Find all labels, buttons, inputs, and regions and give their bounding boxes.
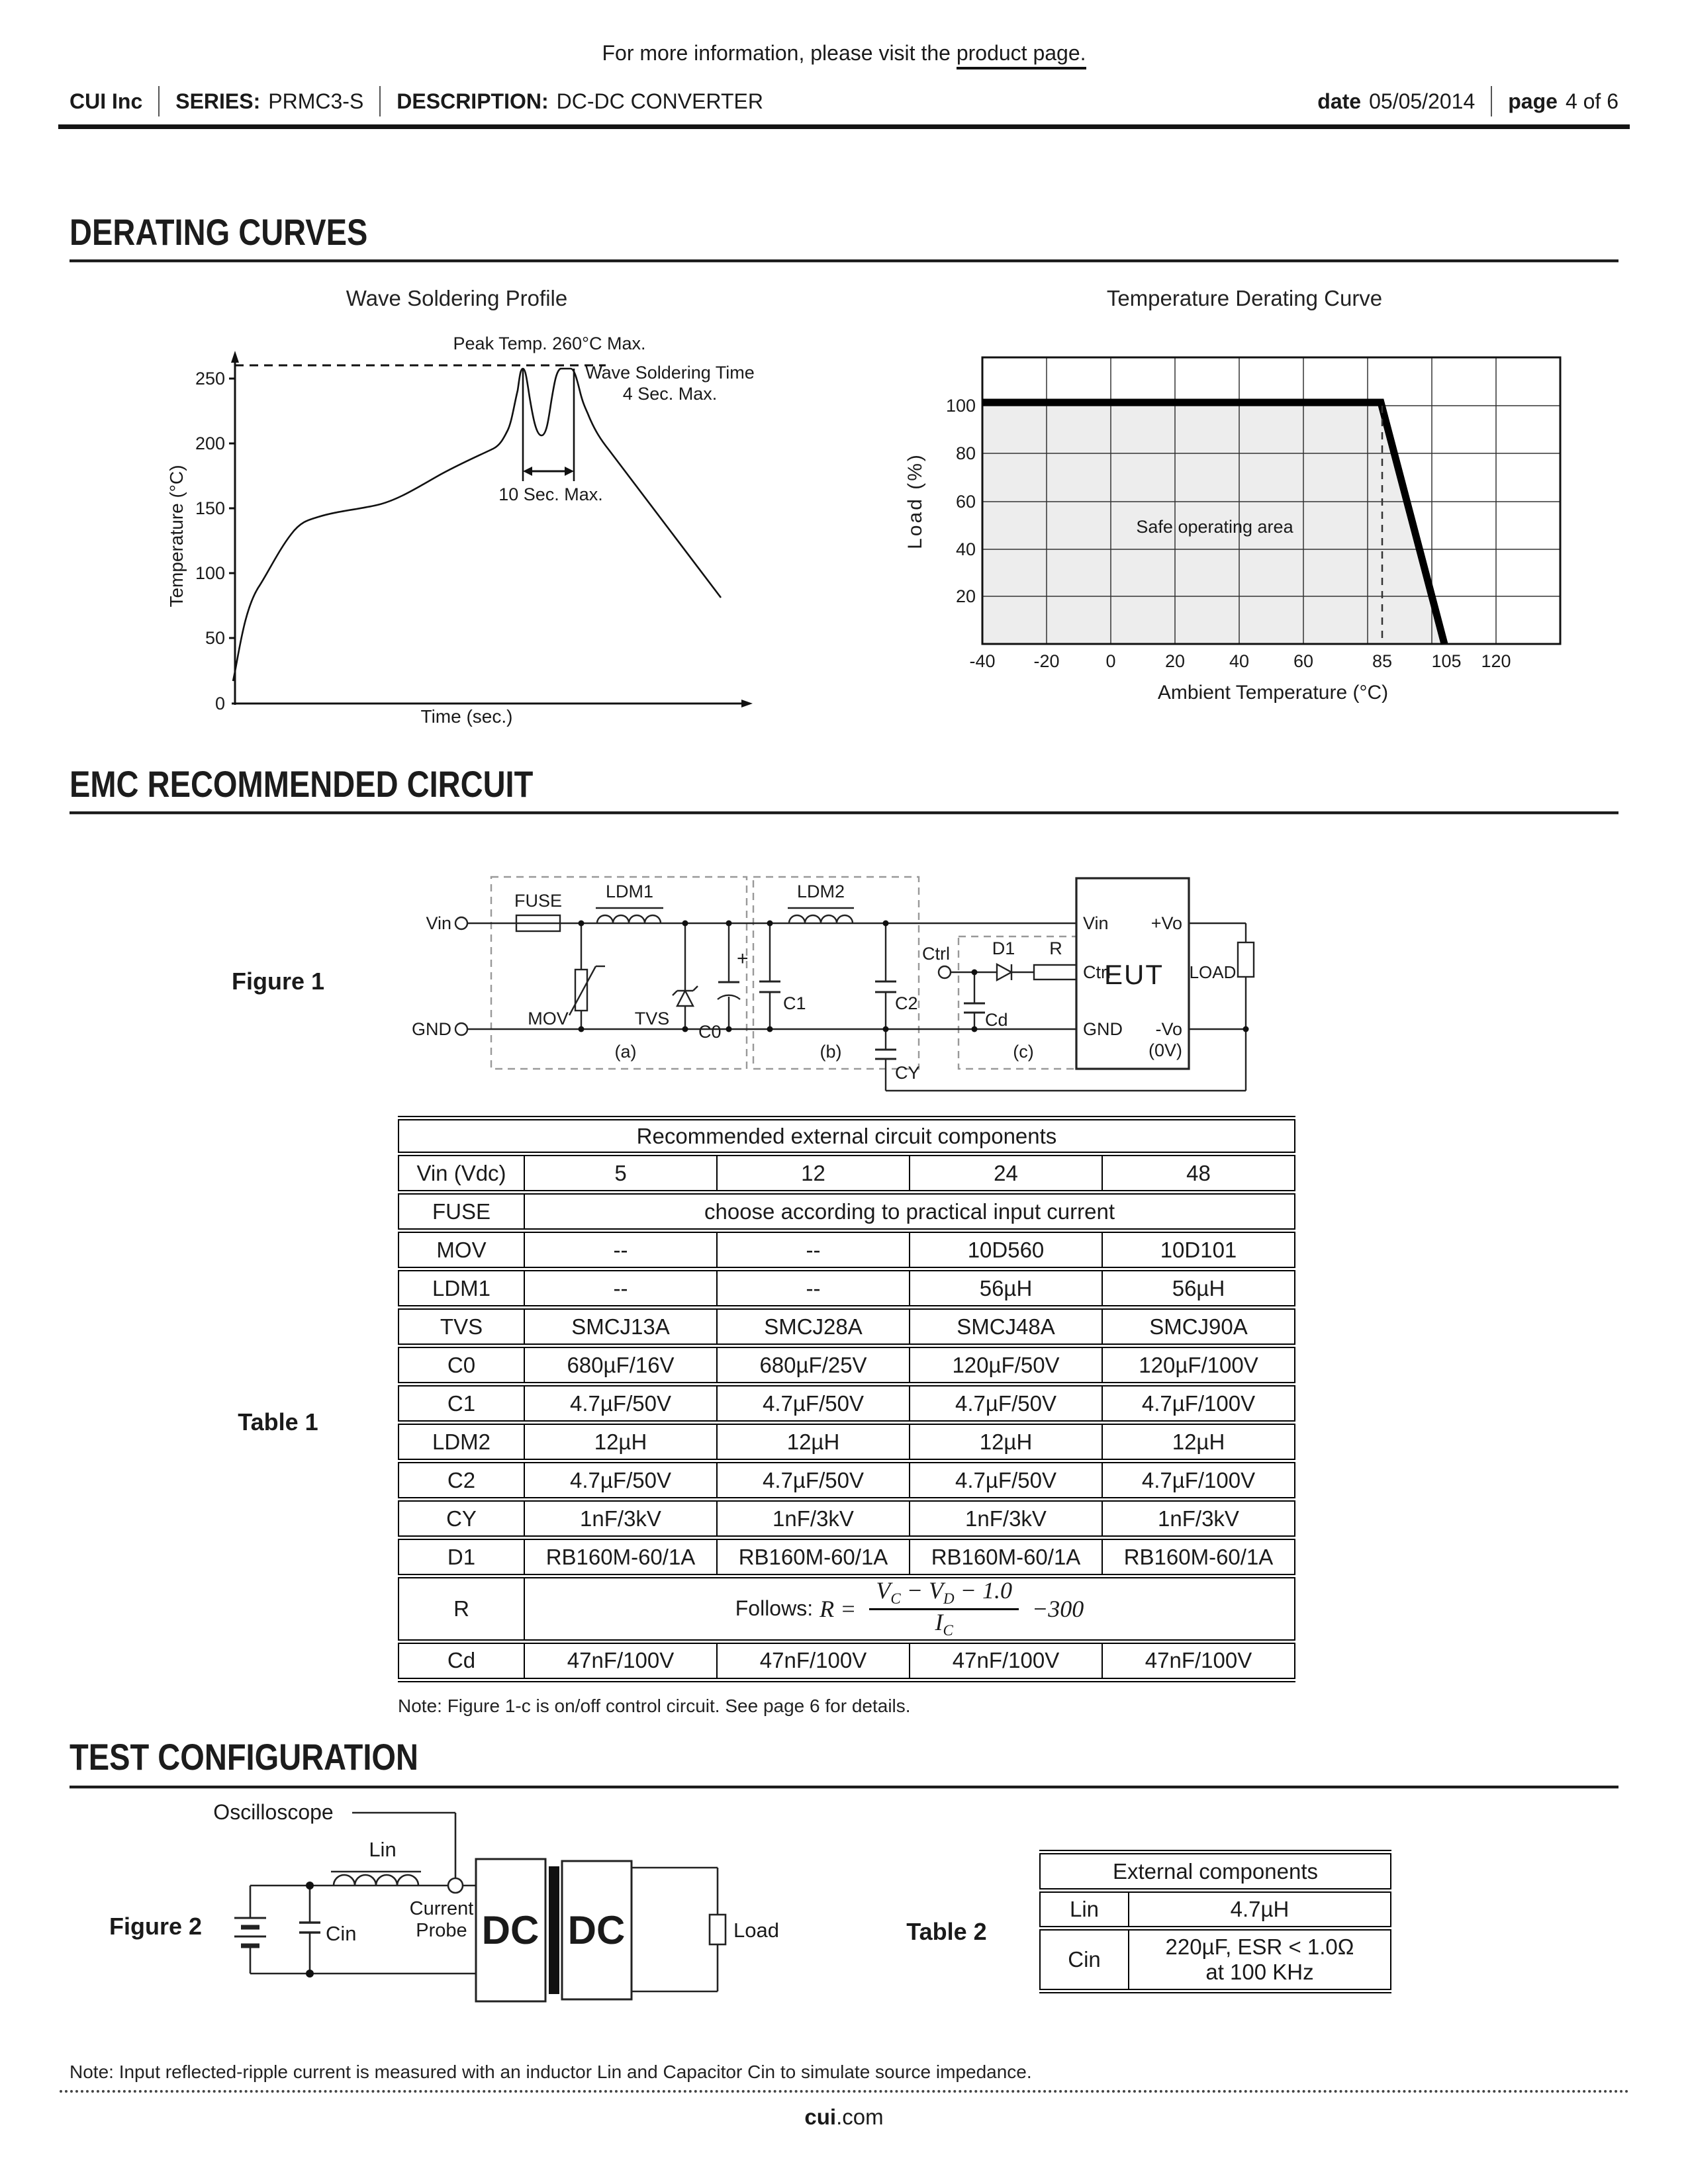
table1-cell: 4.7µF/100V (1102, 1385, 1295, 1423)
table1-cell: 12 (717, 1154, 910, 1193)
table1-cell: RB160M-60/1A (717, 1538, 910, 1576)
ldm1-symbol (597, 915, 661, 923)
table1-cell: 56µH (1102, 1269, 1295, 1308)
y-tick: 0 (214, 694, 225, 713)
table2-cell: 220µF, ESR < 1.0Ω at 100 KHz (1129, 1929, 1391, 1991)
vin-terminal (455, 917, 467, 929)
formula-eq: = (840, 1595, 857, 1622)
block-a-label: (a) (614, 1042, 637, 1062)
y-tick: 20 (955, 586, 976, 606)
dc-label-1: DC (481, 1908, 539, 1952)
table1-cell: 4.7µF/50V (717, 1461, 910, 1500)
table1-cell: 4.7µF/50V (524, 1385, 717, 1423)
table1-row-label: C2 (399, 1461, 524, 1500)
r-symbol (1034, 965, 1078, 979)
figure1-label: Figure 1 (231, 968, 325, 995)
table1-row-label: C1 (399, 1385, 524, 1423)
page-label: page (1508, 89, 1558, 113)
lin-label: Lin (369, 1838, 397, 1861)
c0-label: C0 (698, 1022, 722, 1042)
table1-cell: 680µF/25V (717, 1346, 910, 1385)
divider (1491, 86, 1492, 116)
table1-cell: 4.7µF/50V (910, 1461, 1102, 1500)
series-label: SERIES: (175, 89, 261, 113)
table1-row-label: D1 (399, 1538, 524, 1576)
y-tick: 250 (195, 369, 225, 388)
tvs-symbol (677, 991, 693, 1006)
current-probe-symbol (448, 1878, 463, 1893)
footer-note: Note: Input reflected-ripple current is measured with an inductor Lin and Capacitor Cin to simulate source impedance. (70, 2062, 1032, 2082)
table2-row-label: Cin (1040, 1929, 1129, 1991)
table1-row-label: TVS (399, 1308, 524, 1346)
y-tick: 50 (205, 628, 225, 648)
load-symbol (710, 1915, 726, 1944)
eut-ctrl-pin: Ctrl (1083, 962, 1111, 982)
eut-vin-pin: Vin (1083, 913, 1109, 933)
dc-dc-divider (549, 1866, 559, 1994)
table1-label: Table 1 (238, 1408, 318, 1435)
table1-cell: 47nF/100V (524, 1641, 717, 1680)
company-name: CUI Inc (70, 89, 143, 113)
wave-soldering-chart (159, 324, 755, 741)
load-label: LOAD (1189, 962, 1237, 982)
series-value: PRMC3-S (268, 89, 364, 113)
table1-note: Note: Figure 1-c is on/off control circuit. See page 6 for details. (398, 1696, 911, 1716)
section-emc-circuit: EMC RECOMMENDED CIRCUIT (70, 763, 534, 805)
header-meta-left (70, 86, 763, 116)
d1-symbol (997, 964, 1011, 980)
x-tick: 85 (1372, 651, 1393, 671)
block-b-box (753, 877, 919, 1069)
table1-cell: 4.7µF/50V (717, 1385, 910, 1423)
date-label: date (1317, 89, 1362, 113)
table1-title: Recommended external circuit components (399, 1118, 1295, 1154)
x-axis-label: Ambient Temperature (°C) (1157, 682, 1389, 704)
solder-time-note-2: 4 Sec. Max. (622, 384, 718, 404)
footer-divider (60, 2090, 1630, 2093)
table1-cell: RB160M-60/1A (1102, 1538, 1295, 1576)
tvs-label: TVS (634, 1009, 670, 1028)
table1-cell: SMCJ48A (910, 1308, 1102, 1346)
gnd-label: GND (412, 1019, 451, 1039)
description-value: DC-DC CONVERTER (556, 89, 763, 113)
eut-pvo-pin: +Vo (1150, 913, 1182, 933)
current-probe-label-1: Current (409, 1898, 474, 1919)
table1-formula-cell (524, 1576, 1295, 1642)
ctrl-label: Ctrl (922, 944, 950, 964)
fuse-label: FUSE (514, 891, 563, 911)
x-tick: 60 (1293, 651, 1314, 671)
ldm2-symbol (789, 915, 853, 923)
table1-cell: 10D101 (1102, 1231, 1295, 1269)
header-meta-right (1317, 86, 1618, 116)
y-tick: 100 (945, 396, 976, 416)
vin-label: Vin (426, 913, 451, 933)
formula-r: R (820, 1595, 835, 1622)
y-tick: 200 (195, 433, 225, 453)
d1-label: D1 (992, 938, 1015, 958)
current-probe-label-2: Probe (416, 1920, 467, 1941)
mov-symbol (575, 970, 587, 1011)
c0-plus-label: + (737, 948, 749, 970)
table1-cell: 680µF/16V (524, 1346, 717, 1385)
table1-cell: -- (524, 1269, 717, 1308)
table1-row-label: MOV (399, 1231, 524, 1269)
eut-gnd-pin: GND (1083, 1019, 1123, 1039)
table1-cell: RB160M-60/1A (910, 1538, 1102, 1576)
table2-label: Table 2 (906, 1918, 987, 1945)
cin-label: Cin (326, 1922, 357, 1945)
r-label: R (1049, 938, 1062, 958)
table2-cell: 4.7µH (1129, 1891, 1391, 1929)
divider (379, 86, 381, 116)
load-label: Load (733, 1919, 779, 1942)
duration-note: 10 Sec. Max. (498, 484, 603, 504)
formula-prefix: Follows: (735, 1596, 814, 1621)
x-tick: -40 (969, 651, 996, 671)
date-value: 05/05/2014 (1369, 89, 1476, 113)
table1-cell: 120µF/100V (1102, 1346, 1295, 1385)
table1-cell: 10D560 (910, 1231, 1102, 1269)
wave-chart-title: Wave Soldering Profile (346, 286, 568, 310)
table1-cell: SMCJ28A (717, 1308, 910, 1346)
peak-temp-note: Peak Temp. 260°C Max. (453, 334, 646, 353)
table1-cell: SMCJ90A (1102, 1308, 1295, 1346)
table1-cell: 48 (1102, 1154, 1295, 1193)
table1-cell: 47nF/100V (1102, 1641, 1295, 1680)
block-b-label: (b) (820, 1042, 842, 1062)
table1-cell: 1nF/3kV (524, 1500, 717, 1538)
header-rule (58, 124, 1630, 129)
formula-tail: −300 (1031, 1595, 1084, 1622)
x-tick: 120 (1481, 651, 1511, 671)
y-tick: 80 (955, 443, 976, 463)
top-note (0, 41, 1688, 66)
table1-cell: SMCJ13A (524, 1308, 717, 1346)
product-page-link[interactable]: product page. (957, 41, 1086, 69)
figure2-label: Figure 2 (109, 1913, 203, 1940)
x-tick: -20 (1033, 651, 1060, 671)
description-label: DESCRIPTION: (397, 89, 549, 113)
table1-cell: 4.7µF/50V (910, 1385, 1102, 1423)
page-value: 4 of 6 (1565, 89, 1618, 113)
ldm1-label: LDM1 (605, 882, 654, 901)
x-tick: 40 (1229, 651, 1250, 671)
table1-cell: 24 (910, 1154, 1102, 1193)
y-tick: 40 (955, 539, 976, 559)
table1-row-label: Cd (399, 1641, 524, 1680)
solder-time-note-1: Wave Soldering Time (585, 363, 755, 383)
mov-label: MOV (528, 1009, 569, 1028)
y-axis-arrow (231, 351, 239, 363)
ctrl-terminal (939, 966, 951, 978)
table1-cell: choose according to practical input current (524, 1193, 1295, 1231)
table1-row-label: C0 (399, 1346, 524, 1385)
table1-cell: 12µH (1102, 1423, 1295, 1461)
formula-fraction: $\frac{V_C - V_D - 1.0}{I_C}$ (869, 1578, 1019, 1639)
oscilloscope-label: Oscilloscope (213, 1800, 334, 1824)
table1-row-label: R (399, 1576, 524, 1642)
eut-label: EUT (1104, 959, 1164, 990)
c1-label: C1 (783, 993, 806, 1013)
ldm2-label: LDM2 (796, 882, 845, 901)
table1-row-label: FUSE (399, 1193, 524, 1231)
block-c-label: (c) (1013, 1042, 1034, 1062)
table1-row-label: LDM2 (399, 1423, 524, 1461)
c2-label: C2 (895, 993, 918, 1013)
cd-label: Cd (985, 1010, 1008, 1030)
table1-cell: -- (717, 1269, 910, 1308)
table1-cell: 120µF/50V (910, 1346, 1102, 1385)
table2-title: External components (1040, 1852, 1391, 1891)
section-rule (70, 259, 1618, 263)
solder-profile-curve (233, 369, 721, 681)
divider (158, 86, 160, 116)
table1-row-label: LDM1 (399, 1269, 524, 1308)
y-axis-label: Temperature (°C) (166, 465, 187, 608)
table1-cell: -- (717, 1231, 910, 1269)
section-derating-curves: DERATING CURVES (70, 211, 368, 253)
figure2-circuit (99, 1787, 827, 2038)
derating-chart-title: Temperature Derating Curve (1106, 286, 1383, 310)
x-tick: 20 (1164, 651, 1186, 671)
site-link[interactable]: cui.com (804, 2105, 884, 2129)
table1-cell: 47nF/100V (910, 1641, 1102, 1680)
gnd-terminal (455, 1023, 467, 1035)
table1-row-label: Vin (Vdc) (399, 1154, 524, 1193)
derating-chart (880, 331, 1609, 715)
table1-row-label: CY (399, 1500, 524, 1538)
x-axis-label: Time (sec.) (420, 706, 513, 727)
table1-cell: 12µH (524, 1423, 717, 1461)
y-tick: 150 (195, 498, 225, 518)
table1-cell: 5 (524, 1154, 717, 1193)
table1-cell: 4.7µF/100V (1102, 1461, 1295, 1500)
lin-symbol (334, 1875, 418, 1886)
x-tick: 105 (1431, 651, 1462, 671)
table2-row-label: Lin (1040, 1891, 1129, 1929)
y-tick: 100 (195, 563, 225, 583)
x-axis-arrow (741, 700, 753, 707)
table1-cell: 56µH (910, 1269, 1102, 1308)
table2 (1039, 1850, 1391, 1993)
dc-label-2: DC (567, 1908, 626, 1952)
top-note-text: For more information, please visit the (602, 41, 957, 65)
figure1-circuit (397, 847, 1324, 1118)
section-test-configuration: TEST CONFIGURATION (70, 1736, 418, 1778)
table1-cell: 1nF/3kV (1102, 1500, 1295, 1538)
table1-cell: 4.7µF/50V (524, 1461, 717, 1500)
cy-label: CY (895, 1063, 920, 1083)
table1-cell: 12µH (910, 1423, 1102, 1461)
eut-nvo-pin: -Vo (1155, 1019, 1182, 1039)
x-tick: 0 (1105, 651, 1116, 671)
eut-0v-pin: (0V) (1148, 1040, 1182, 1060)
section-rule (70, 811, 1618, 815)
table1-cell: -- (524, 1231, 717, 1269)
table1-cell: 1nF/3kV (717, 1500, 910, 1538)
table1-cell: 47nF/100V (717, 1641, 910, 1680)
table1-cell: RB160M-60/1A (524, 1538, 717, 1576)
y-tick: 60 (955, 492, 976, 512)
header-meta (70, 81, 1618, 122)
y-axis-label: Load (%) (904, 453, 926, 549)
safe-area-label: Safe operating area (1136, 517, 1293, 537)
load-symbol (1238, 942, 1254, 977)
table1 (398, 1116, 1295, 1682)
table1-cell: 1nF/3kV (910, 1500, 1102, 1538)
table1-cell: 12µH (717, 1423, 910, 1461)
